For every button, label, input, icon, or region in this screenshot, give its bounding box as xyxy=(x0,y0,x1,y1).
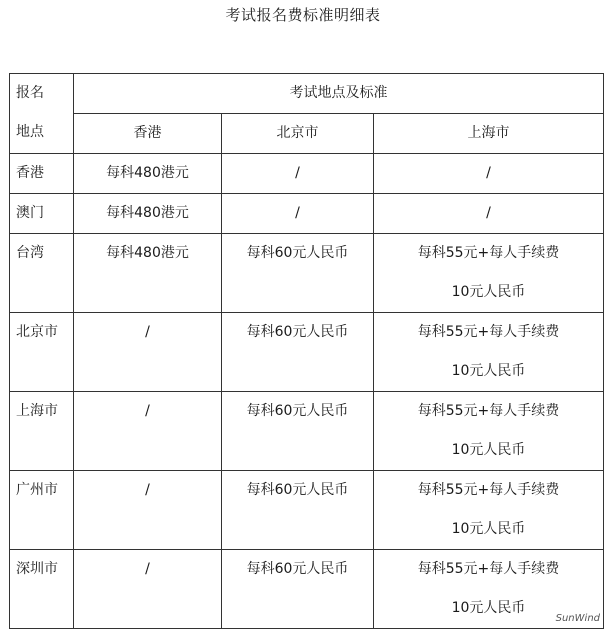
row-label-line1: 报名 xyxy=(16,85,44,101)
fee-cell: 每科60元人民币 xyxy=(222,471,374,550)
table-row xyxy=(10,471,604,550)
fee-cell: / xyxy=(222,154,374,194)
fee-cell: 每科55元+每人手续费 10元人民币 xyxy=(374,550,604,629)
location-cell: 广州市 xyxy=(10,471,74,550)
fee-cell: / xyxy=(374,194,604,234)
location-cell: 澳门 xyxy=(10,194,74,234)
fee-cell: / xyxy=(222,194,374,234)
row-label-header xyxy=(10,74,74,154)
fee-cell: 每科55元+每人手续费 10元人民币 xyxy=(374,471,604,550)
fee-cell: / xyxy=(74,313,222,392)
fee-cell: 每科60元人民币 xyxy=(222,313,374,392)
table-row xyxy=(10,154,604,194)
fee-cell: 每科55元+每人手续费 10元人民币 xyxy=(374,234,604,313)
header-row-2 xyxy=(10,114,604,154)
fee-cell: / xyxy=(74,471,222,550)
header-row-1 xyxy=(10,74,604,114)
table-row xyxy=(10,392,604,471)
fee-cell: 每科480港元 xyxy=(74,234,222,313)
fee-cell: 每科60元人民币 xyxy=(222,234,374,313)
table-row xyxy=(10,234,604,313)
table-row xyxy=(10,313,604,392)
row-label-line2: 地点 xyxy=(16,124,44,140)
column-header-beijing: 北京市 xyxy=(222,114,374,154)
fee-cell: 每科60元人民币 xyxy=(222,392,374,471)
watermark: SunWind xyxy=(555,613,600,624)
location-cell: 北京市 xyxy=(10,313,74,392)
location-cell: 台湾 xyxy=(10,234,74,313)
table-row xyxy=(10,550,604,629)
column-header-shanghai: 上海市 xyxy=(374,114,604,154)
fee-table xyxy=(9,73,604,629)
fee-cell: 每科60元人民币 xyxy=(222,550,374,629)
fee-cell: / xyxy=(74,392,222,471)
fee-cell: 每科55元+每人手续费 10元人民币 xyxy=(374,313,604,392)
fee-cell: / xyxy=(74,550,222,629)
group-header: 考试地点及标准 xyxy=(74,74,604,114)
table-row xyxy=(10,194,604,234)
location-cell: 深圳市 xyxy=(10,550,74,629)
fee-cell: / xyxy=(374,154,604,194)
fee-cell: 每科55元+每人手续费 10元人民币 xyxy=(374,392,604,471)
location-cell: 香港 xyxy=(10,154,74,194)
column-header-hongkong: 香港 xyxy=(74,114,222,154)
fee-cell: 每科480港元 xyxy=(74,154,222,194)
document-title: 考试报名费标准明细表 xyxy=(225,6,381,24)
location-cell: 上海市 xyxy=(10,392,74,471)
fee-cell: 每科480港元 xyxy=(74,194,222,234)
